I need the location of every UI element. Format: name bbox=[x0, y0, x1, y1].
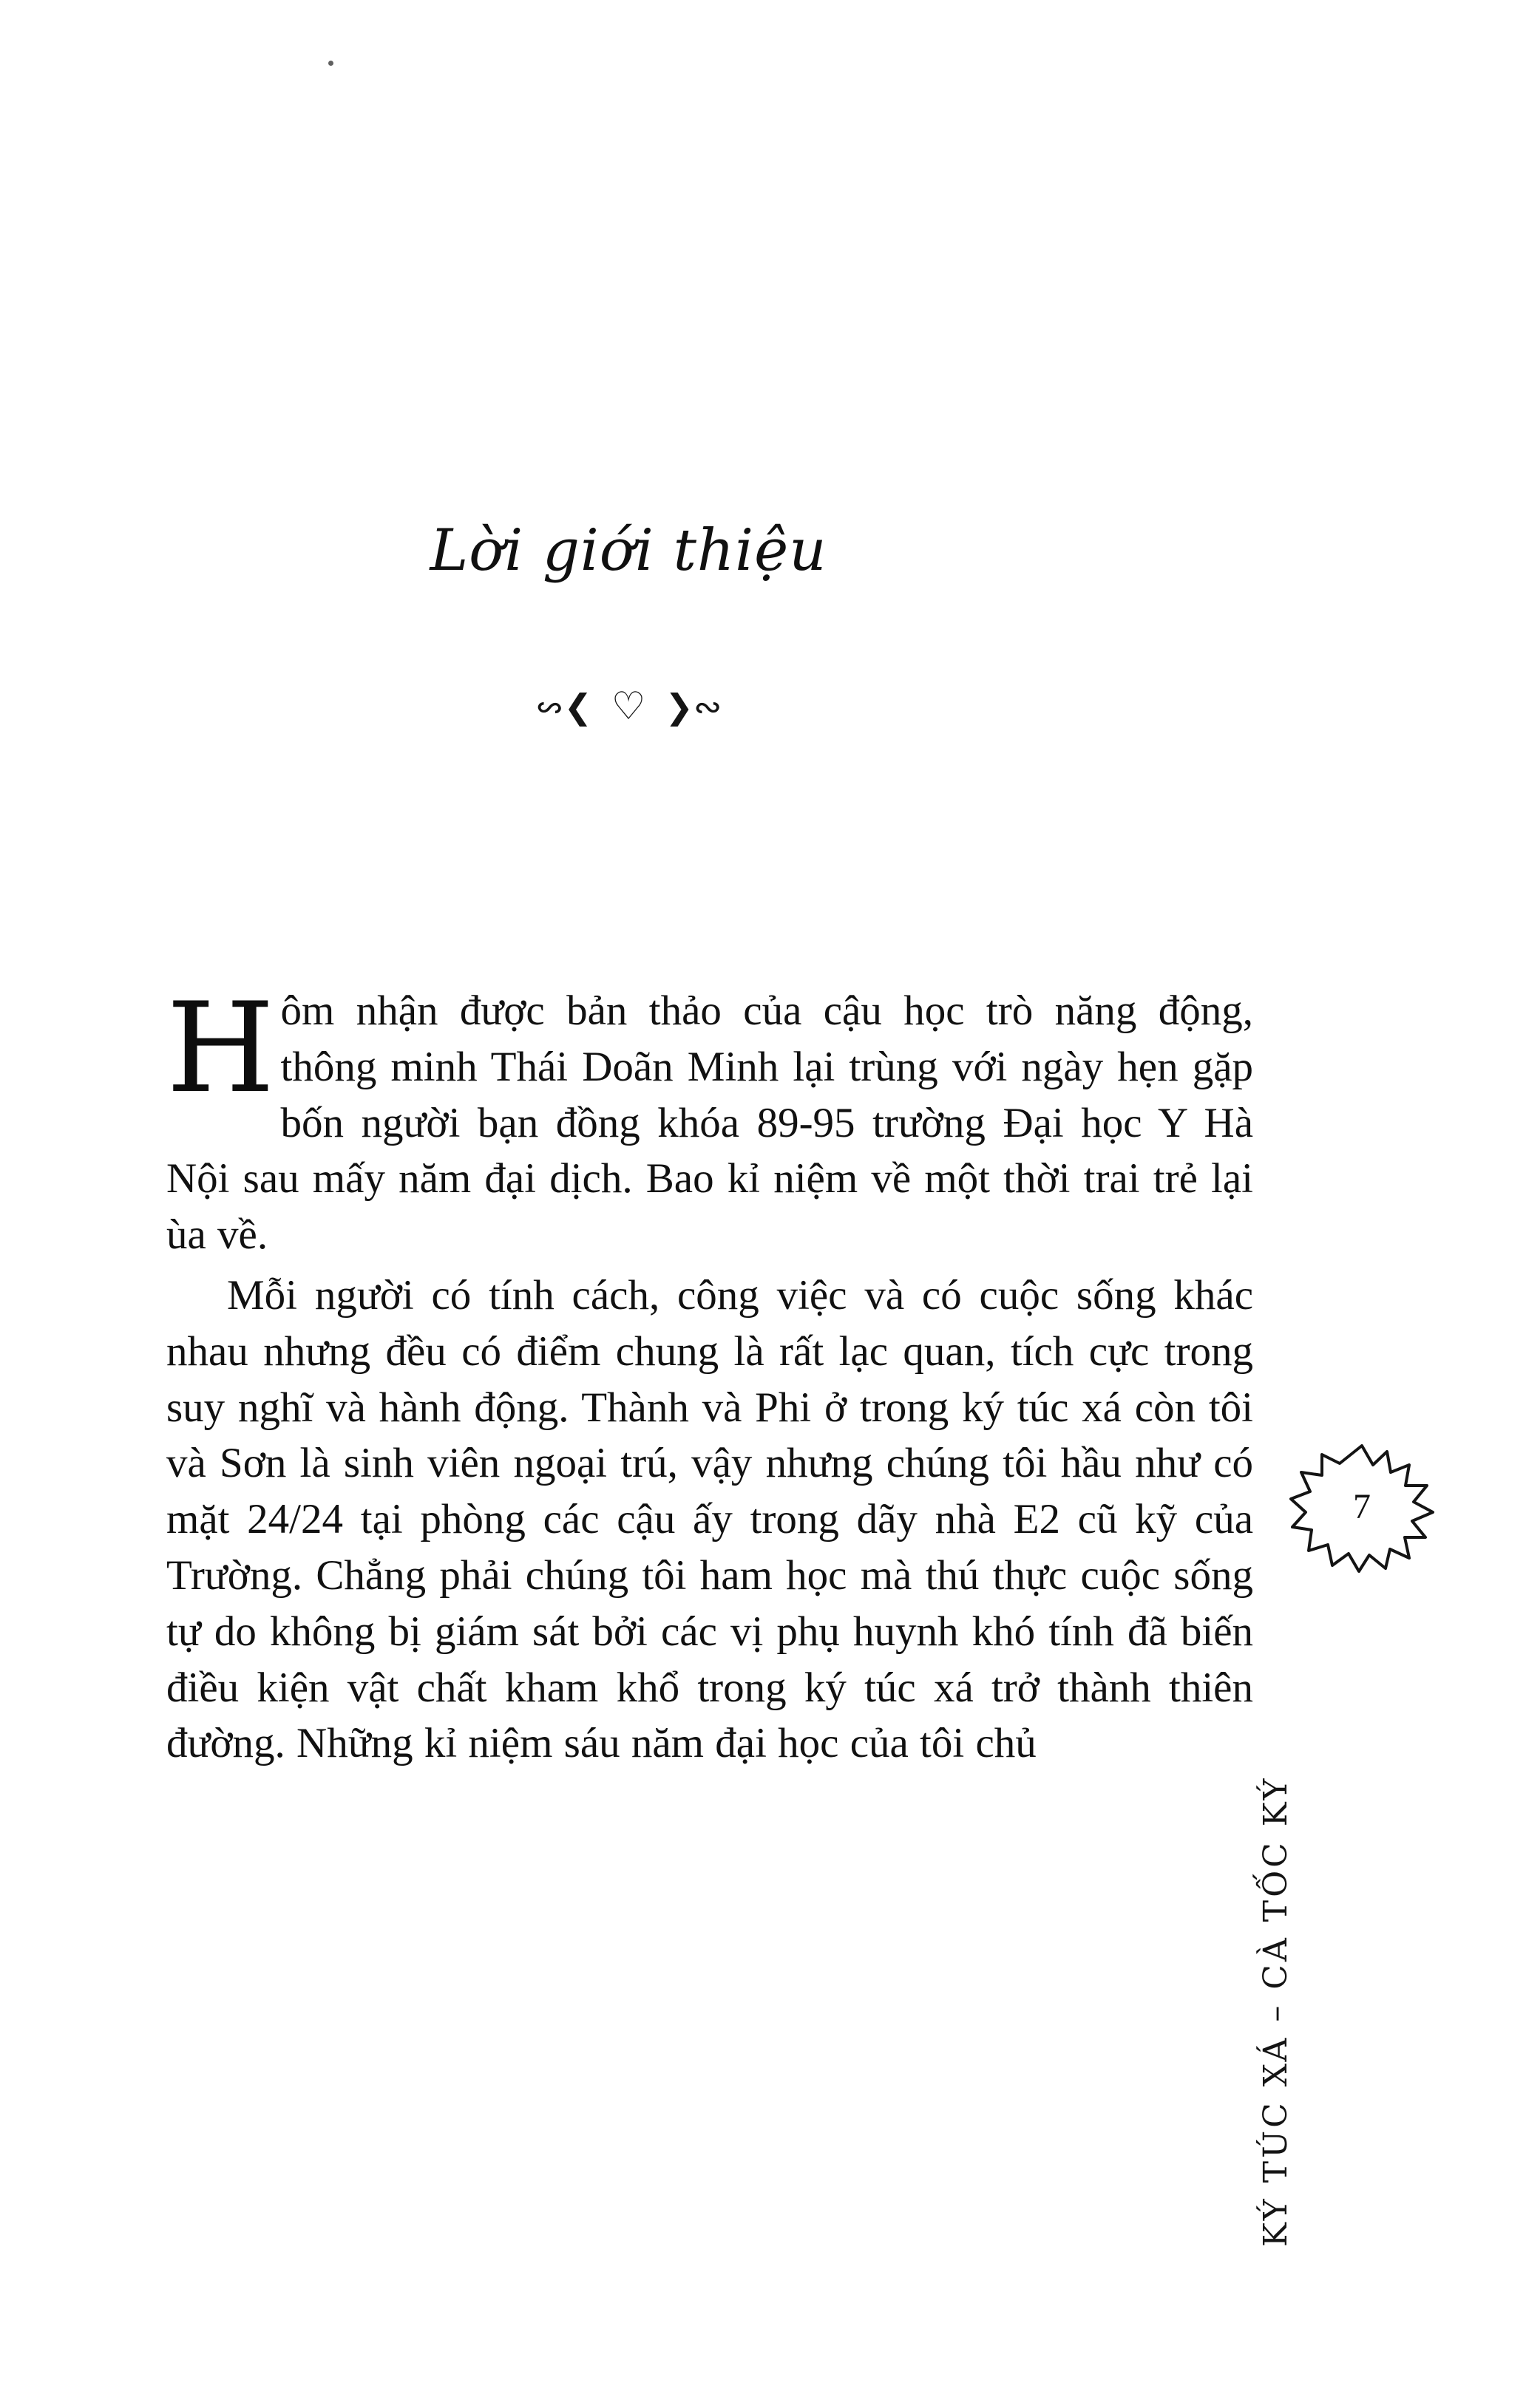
body-text-column bbox=[166, 976, 1253, 1776]
ornament-divider bbox=[0, 684, 1257, 729]
paragraph-2: Mỗi người có tính cách, công việc và có cuộc sống khác nhau nhưng đều có điểm chung là rất lạc quan, tích cực trong suy nghĩ và hành động. Thành và Phi ở trong ký túc xá còn tôi và Sơn là sinh viên ngoại trú, vậy nhưng chúng tôi hầu như có mặt 24/24 tại phòng các cậu ấy trong dãy nhà E2 cũ kỹ của Trường. Chẳng phải chúng tôi ham học mà thú thực cuộc sống tự do không bị giám sát bởi các vị phụ huynh khó tính đã biến điều kiện vật chất kham khổ trong ký túc xá trở thành thiên đường. Những kỉ niệm sáu năm đại học của tôi chủ bbox=[166, 1271, 1253, 1767]
scan-speck bbox=[328, 61, 333, 66]
page-title: Lời giới thiệu bbox=[430, 517, 827, 584]
paragraph-1-text: ôm nhận được bản thảo của cậu học trò năng động, thông minh Thái Doãn Minh lại trùng với ngày hẹn gặp bốn người bạn đồng khóa 89-95 trường Đại học Y Hà Nội sau mấy năm đại dịch. Bao kỉ niệm về một thời trai trẻ lại ùa về. bbox=[166, 987, 1253, 1259]
heart-icon: ♡ bbox=[611, 684, 646, 729]
running-head: KÝ TÚC XÁ – CÀ TỐC KÝ bbox=[1257, 1775, 1295, 2247]
page-number: 7 bbox=[1353, 1486, 1371, 1526]
page-number-burst bbox=[1288, 1440, 1436, 1573]
swirl-right-icon: ❯∾ bbox=[665, 687, 722, 727]
swirl-left-icon: ❯∾ bbox=[535, 687, 592, 727]
paragraph-1 bbox=[166, 976, 1253, 1263]
drop-cap: H bbox=[166, 976, 275, 1120]
